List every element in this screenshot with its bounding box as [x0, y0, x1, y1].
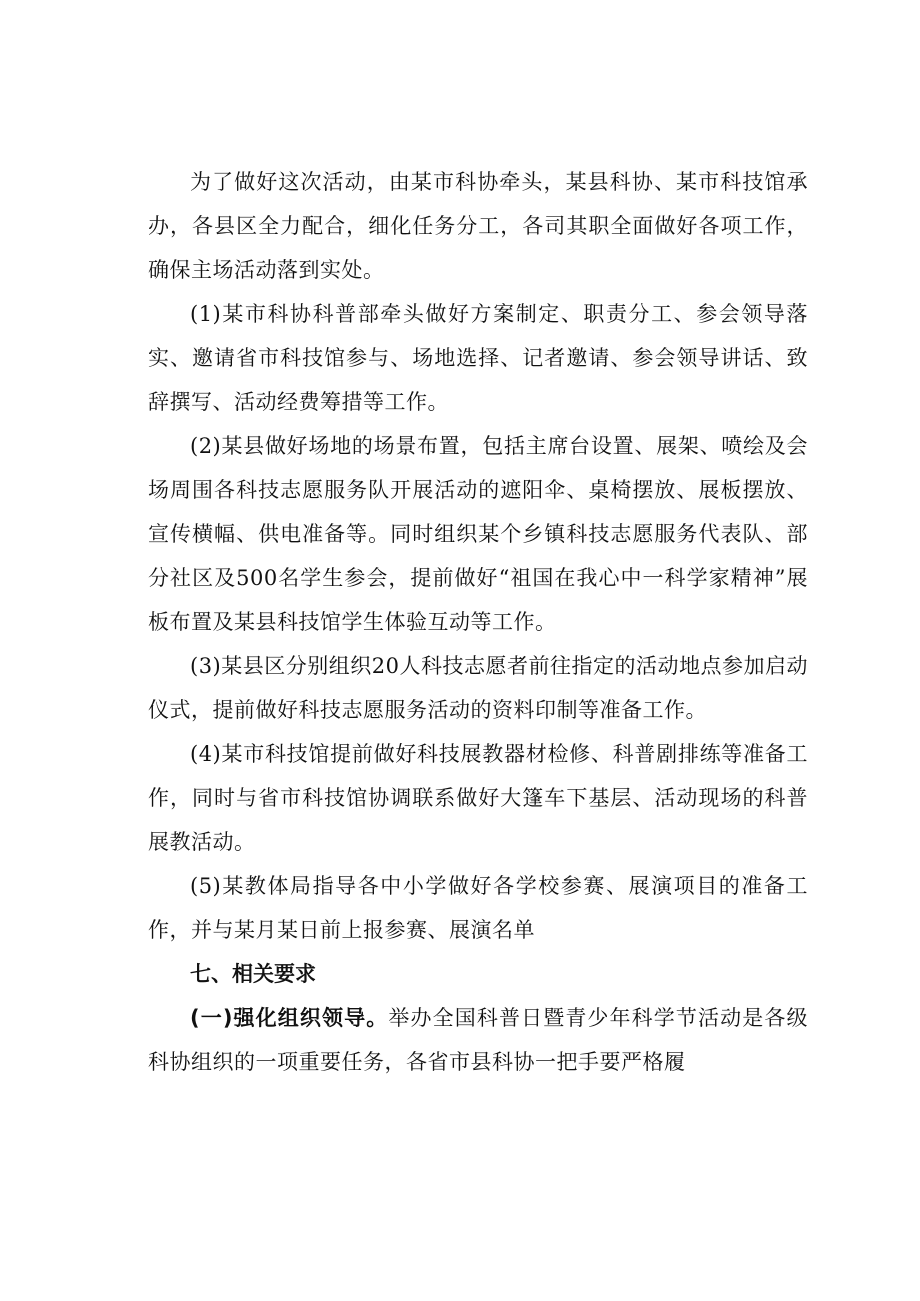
task-item-4: (4)某市科技馆提前做好科技展教器材检修、科普剧排练等准备工作，同时与省市科技馆协调联系做好大篷车下基层、活动现场的科普展教活动。: [148, 742, 808, 854]
intro-paragraph: 为了做好这次活动，由某市科协牵头，某县科协、某市科技馆承办，各县区全力配合，细化任务分工，各司其职全面做好各项工作，确保主场活动落到实处。: [148, 170, 808, 282]
requirement-lead: (一)强化组织领导。: [190, 1006, 389, 1030]
requirement-text: 举办全国科普日暨青少年科学节活动是各级科协组织的一项重要任务，各省市县科协一把手要严格履: [148, 1006, 808, 1074]
requirement-paragraph: [148, 996, 808, 1084]
task-item-3: (3)某县区分别组织20人科技志愿者前往指定的活动地点参加启动仪式，提前做好科技志愿服务活动的资料印制等准备工作。: [148, 654, 808, 722]
task-item-2: (2)某县做好场地的场景布置，包括主席台设置、展架、喷绘及会场周围各科技志愿服务队开展活动的遮阳伞、桌椅摆放、展板摆放、宣传横幅、供电准备等。同时组织某个乡镇科技志愿服务代表队、部分社区及500名学生参会，提前做好“祖国在我心中一科学家精神”展板布置及某县科技馆学生体验互动等工作。: [148, 434, 808, 634]
task-item-5: (5)某教体局指导各中小学做好各学校参赛、展演项目的准备工作，并与某月某日前上报参赛、展演名单: [148, 874, 808, 942]
document-page: [148, 160, 808, 1084]
section-heading: 七、相关要求: [190, 962, 316, 986]
task-item-1: (1)某市科协科普部牵头做好方案制定、职责分工、参会领导落实、邀请省市科技馆参与、场地选择、记者邀请、参会领导讲话、致辞撰写、活动经费筹措等工作。: [148, 302, 808, 414]
